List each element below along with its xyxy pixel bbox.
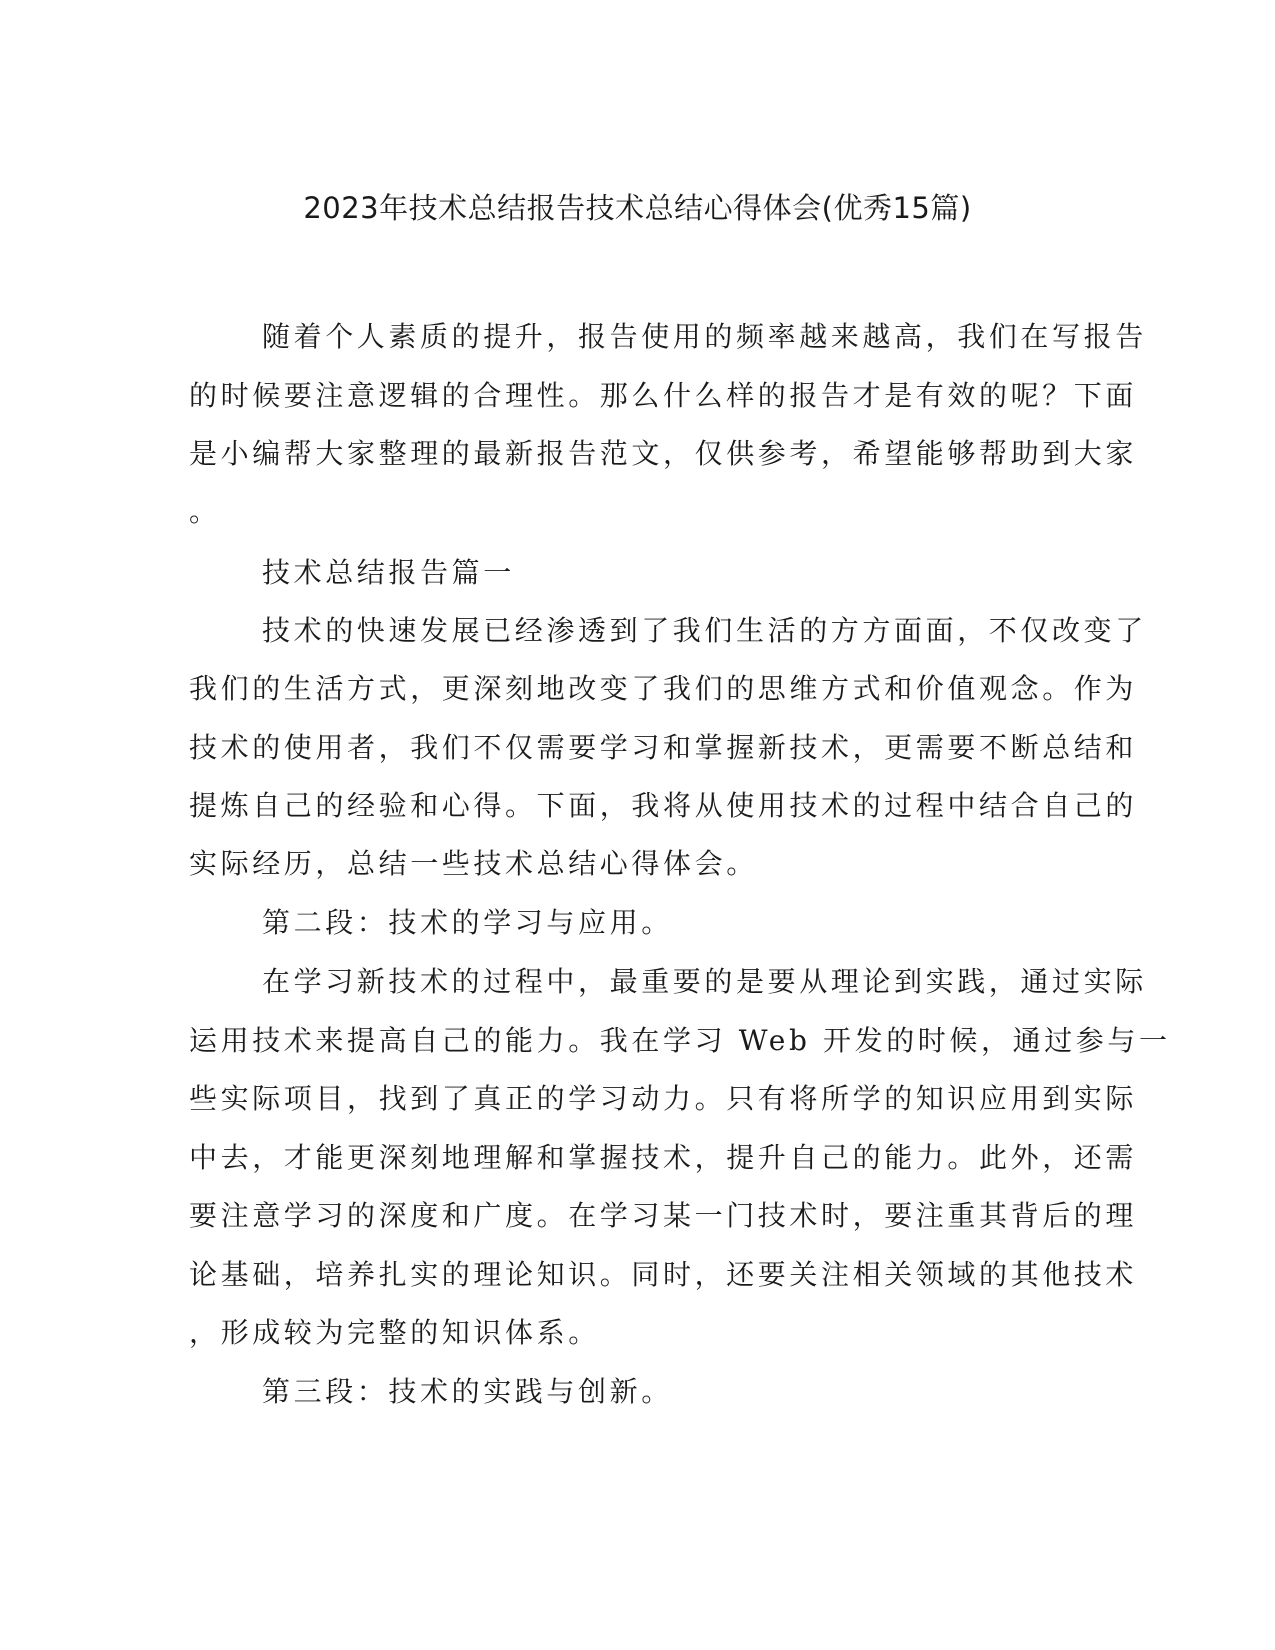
section-heading: 第三段：技术的实践与创新。 [262, 1375, 673, 1408]
paragraph-line: 要注意学习的深度和广度。在学习某一门技术时，要注重其背后的理 [189, 1199, 1138, 1232]
paragraph-line: 中去，才能更深刻地理解和掌握技术，提升自己的能力。此外，还需 [189, 1141, 1138, 1174]
paragraph-line: 的时候要注意逻辑的合理性。那么什么样的报告才是有效的呢？下面 [189, 379, 1138, 412]
section-heading: 第二段：技术的学习与应用。 [262, 906, 673, 939]
paragraph-line: 是小编帮大家整理的最新报告范文，仅供参考，希望能够帮助到大家 [189, 437, 1138, 470]
paragraph-line: ，形成较为完整的知识体系。 [189, 1316, 600, 1349]
document-title: 2023年技术总结报告技术总结心得体会(优秀15篇) [303, 191, 972, 225]
paragraph-line: 技术的快速发展已经渗透到了我们生活的方方面面，不仅改变了 [262, 614, 1147, 647]
paragraph-line: 运用技术来提高自己的能力。我在学习 Web 开发的时候，通过参与一 [189, 1024, 1171, 1057]
section-heading: 技术总结报告篇一 [262, 556, 515, 589]
paragraph-line: 提炼自己的经验和心得。下面，我将从使用技术的过程中结合自己的 [189, 789, 1138, 822]
paragraph-line: 技术的使用者，我们不仅需要学习和掌握新技术，更需要不断总结和 [189, 731, 1138, 764]
paragraph-line: 随着个人素质的提升，报告使用的频率越来越高，我们在写报告 [262, 320, 1147, 353]
paragraph-line: 实际经历，总结一些技术总结心得体会。 [189, 847, 758, 880]
paragraph-line: 些实际项目，找到了真正的学习动力。只有将所学的知识应用到实际 [189, 1082, 1138, 1115]
paragraph-line: 我们的生活方式，更深刻地改变了我们的思维方式和价值观念。作为 [189, 672, 1138, 705]
paragraph-line: 在学习新技术的过程中，最重要的是要从理论到实践，通过实际 [262, 965, 1147, 998]
paragraph-line: 。 [189, 495, 221, 528]
paragraph-line: 论基础，培养扎实的理论知识。同时，还要关注相关领域的其他技术 [189, 1258, 1138, 1291]
